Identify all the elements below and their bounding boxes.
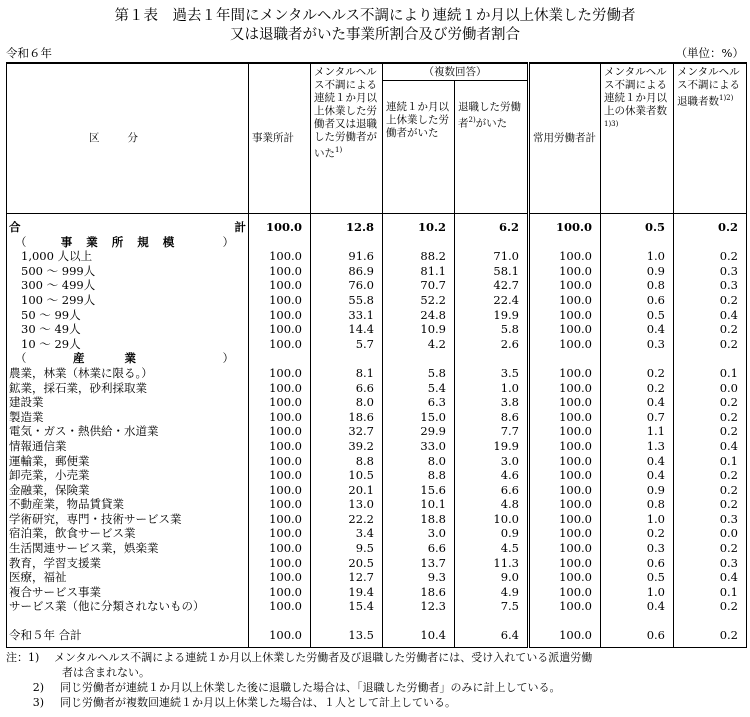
- cell: 5.8: [455, 322, 529, 337]
- cell: 0.9: [601, 483, 674, 498]
- cell: 100.0: [529, 483, 601, 498]
- cell: 7.5: [455, 599, 529, 620]
- cell: 13.7: [383, 556, 455, 571]
- cell: 100.0: [529, 599, 601, 620]
- cell: 11.3: [455, 556, 529, 571]
- header-mh-retire: 退職した労働者$^{2)}$がいた: [455, 81, 529, 214]
- cell: 7.7: [455, 424, 529, 439]
- row-label: 教育，学習支援業: [7, 556, 249, 571]
- cell: 100.0: [529, 214, 601, 235]
- cell: 4.6: [455, 468, 529, 483]
- cell: 8.1: [311, 366, 383, 381]
- cell: 0.2: [674, 214, 747, 235]
- cell: 6.6: [455, 483, 529, 498]
- cell: 19.4: [311, 585, 383, 600]
- cell: 0.9: [601, 264, 674, 279]
- cell: 100.0: [529, 278, 601, 293]
- row-label: 情報通信業: [7, 439, 249, 454]
- header-leave-workers: メンタルヘルス不調による連続１か月以上の休業者数 $^{1)3)}$: [601, 63, 674, 214]
- cell: 10.9: [383, 322, 455, 337]
- cell: 100.0: [529, 541, 601, 556]
- cell: 100.0: [529, 264, 601, 279]
- table-row-size: [7, 308, 747, 323]
- cell: 0.2: [674, 293, 747, 308]
- table-row-industry: [7, 556, 747, 571]
- header-category: 区分: [7, 63, 249, 214]
- cell: 100.0: [529, 497, 601, 512]
- cell: 4.8: [455, 497, 529, 512]
- table-row-size: [7, 249, 747, 264]
- cell: 100.0: [529, 620, 601, 647]
- table-row-industry: [7, 395, 747, 410]
- cell: 0.9: [455, 526, 529, 541]
- row-label: 鉱業，採石業，砂利採取業: [7, 381, 249, 396]
- cell: 10.2: [383, 214, 455, 235]
- cell: 100.0: [529, 410, 601, 425]
- cell: 0.3: [674, 264, 747, 279]
- cell: 100.0: [249, 381, 311, 396]
- row-label: サービス業（他に分類されないもの）: [7, 599, 249, 620]
- cell: 18.6: [311, 410, 383, 425]
- cell: 0.8: [601, 278, 674, 293]
- row-label: 医療，福祉: [7, 570, 249, 585]
- cell: 0.4: [601, 395, 674, 410]
- cell: 0.4: [601, 468, 674, 483]
- table-row-industry: [7, 512, 747, 527]
- table-row-total: [7, 214, 747, 235]
- table-row-industry: [7, 454, 747, 469]
- cell: 10.1: [383, 497, 455, 512]
- cell: 0.2: [674, 620, 747, 647]
- table-row-industry: [7, 381, 747, 396]
- row-label: 電気・ガス・熱供給・水道業: [7, 424, 249, 439]
- cell: 100.0: [249, 366, 311, 381]
- cell: 100.0: [529, 468, 601, 483]
- cell: 100.0: [249, 322, 311, 337]
- table-row-industry: [7, 366, 747, 381]
- cell: 8.8: [383, 468, 455, 483]
- cell: 0.3: [601, 541, 674, 556]
- cell: 19.9: [455, 308, 529, 323]
- cell: 2.6: [455, 337, 529, 352]
- table-row-industry: [7, 570, 747, 585]
- cell: 0.2: [674, 424, 747, 439]
- cell: 0.3: [674, 556, 747, 571]
- cell: 0.0: [674, 381, 747, 396]
- cell: 39.2: [311, 439, 383, 454]
- cell: 4.2: [383, 337, 455, 352]
- cell: 0.6: [601, 556, 674, 571]
- cell: 100.0: [249, 308, 311, 323]
- cell: 100.0: [249, 556, 311, 571]
- cell: 15.4: [311, 599, 383, 620]
- table-row-industry: [7, 585, 747, 600]
- cell: 6.3: [383, 395, 455, 410]
- cell: 33.1: [311, 308, 383, 323]
- cell: 13.0: [311, 497, 383, 512]
- cell: 15.0: [383, 410, 455, 425]
- section-row-industry: [7, 351, 747, 366]
- cell: 71.0: [455, 249, 529, 264]
- cell: 0.4: [674, 439, 747, 454]
- cell: 0.2: [601, 366, 674, 381]
- cell: 9.5: [311, 541, 383, 556]
- row-label: 100 〜 299人: [7, 293, 249, 308]
- cell: 0.4: [601, 454, 674, 469]
- cell: 100.0: [529, 322, 601, 337]
- cell: 70.7: [383, 278, 455, 293]
- cell: 81.1: [383, 264, 455, 279]
- cell: 100.0: [249, 468, 311, 483]
- table-row-industry: [7, 599, 747, 620]
- cell: 100.0: [529, 366, 601, 381]
- cell: 24.8: [383, 308, 455, 323]
- cell: 4.9: [455, 585, 529, 600]
- table-row-size: [7, 264, 747, 279]
- cell: 100.0: [249, 278, 311, 293]
- cell: 9.0: [455, 570, 529, 585]
- cell: 100.0: [249, 599, 311, 620]
- cell: 100.0: [529, 512, 601, 527]
- table-row-size: [7, 322, 747, 337]
- cell: 4.5: [455, 541, 529, 556]
- cell: 3.4: [311, 526, 383, 541]
- cell: 0.4: [674, 570, 747, 585]
- row-label: 不動産業，物品賃貸業: [7, 497, 249, 512]
- cell: 0.3: [674, 278, 747, 293]
- table-row-size: [7, 293, 747, 308]
- row-label: 金融業，保険業: [7, 483, 249, 498]
- cell: 5.8: [383, 366, 455, 381]
- table-row-industry: [7, 526, 747, 541]
- header-multi-answer: （複数回答）: [383, 63, 529, 81]
- table-row-industry: [7, 424, 747, 439]
- row-label: 宿泊業，飲食サービス業: [7, 526, 249, 541]
- row-label: 製造業: [7, 410, 249, 425]
- row-label: 1,000 人以上: [7, 249, 249, 264]
- cell: 0.2: [674, 395, 747, 410]
- cell: 12.7: [311, 570, 383, 585]
- row-label: 50 〜 99人: [7, 308, 249, 323]
- cell: 6.4: [455, 620, 529, 647]
- cell: 15.6: [383, 483, 455, 498]
- cell: 1.0: [601, 512, 674, 527]
- footnote-mark: 注：1): [6, 651, 40, 664]
- cell: 1.3: [601, 439, 674, 454]
- table-row-size: [7, 278, 747, 293]
- cell: 12.8: [311, 214, 383, 235]
- cell: 18.6: [383, 585, 455, 600]
- table-row-industry: [7, 439, 747, 454]
- cell: 20.5: [311, 556, 383, 571]
- cell: 100.0: [529, 570, 601, 585]
- era-label: 令和６年: [6, 46, 52, 60]
- cell: 100.0: [249, 395, 311, 410]
- cell: 100.0: [249, 337, 311, 352]
- cell: 100.0: [529, 585, 601, 600]
- table-body: [7, 214, 747, 648]
- cell: 0.2: [674, 410, 747, 425]
- cell: 0.2: [601, 526, 674, 541]
- cell: 13.5: [311, 620, 383, 647]
- cell: 0.2: [674, 483, 747, 498]
- cell: 91.6: [311, 249, 383, 264]
- cell: 100.0: [529, 381, 601, 396]
- cell: 3.0: [455, 454, 529, 469]
- row-label: 500 〜 999人: [7, 264, 249, 279]
- footnote: [6, 665, 150, 680]
- cell: 100.0: [529, 395, 601, 410]
- cell: 0.2: [674, 599, 747, 620]
- cell: 100.0: [249, 512, 311, 527]
- cell: 0.6: [601, 620, 674, 647]
- section-label-industry: （ 産業 ）: [7, 351, 249, 366]
- row-label: 生活関連サービス業，娯楽業: [7, 541, 249, 556]
- section-row-size: [7, 235, 747, 250]
- cell: 52.2: [383, 293, 455, 308]
- cell: 0.4: [601, 322, 674, 337]
- cell: 6.2: [455, 214, 529, 235]
- cell: 100.0: [249, 264, 311, 279]
- header-mh-any: メンタルヘルス不調による連続１か月以上休業した労働者又は退職した労働者がいた$^{1)}$: [311, 63, 383, 214]
- cell: 10.4: [383, 620, 455, 647]
- cell: 0.6: [601, 293, 674, 308]
- cell: 58.1: [455, 264, 529, 279]
- cell: 55.8: [311, 293, 383, 308]
- cell: 0.2: [674, 249, 747, 264]
- cell: 10.0: [455, 512, 529, 527]
- cell: 0.5: [601, 308, 674, 323]
- cell: 0.3: [674, 512, 747, 527]
- cell: 1.0: [601, 585, 674, 600]
- header-retire-workers: メンタルヘルス不調による退職者数$^{1)2)}$: [674, 63, 747, 214]
- cell: 0.2: [674, 322, 747, 337]
- cell: 0.2: [674, 468, 747, 483]
- cell: 8.0: [383, 454, 455, 469]
- cell: 100.0: [529, 249, 601, 264]
- cell: 100.0: [529, 526, 601, 541]
- cell: 0.2: [674, 497, 747, 512]
- cell: 0.2: [674, 337, 747, 352]
- section-label-size: （ 事業所規模 ）: [7, 235, 249, 250]
- footnote: [6, 695, 456, 710]
- cell: 100.0: [529, 337, 601, 352]
- cell: 22.2: [311, 512, 383, 527]
- cell: 12.3: [383, 599, 455, 620]
- row-label: 運輸業，郵便業: [7, 454, 249, 469]
- footnote-text: 同じ労働者が複数回連続１か月以上休業した場合は、１人として計上している。: [60, 696, 456, 709]
- cell: 0.8: [601, 497, 674, 512]
- cell: 5.4: [383, 381, 455, 396]
- cell: 3.0: [383, 526, 455, 541]
- row-label: 卸売業，小売業: [7, 468, 249, 483]
- row-label: 建設業: [7, 395, 249, 410]
- cell: 1.0: [455, 381, 529, 396]
- row-label: 30 〜 49人: [7, 322, 249, 337]
- cell: 100.0: [529, 556, 601, 571]
- footnote-text: メンタルヘルス不調による連続１か月以上休業した労働者及び退職した労働者には、受け入れている派遣労働: [54, 651, 593, 664]
- cell: 100.0: [529, 454, 601, 469]
- footnote-text: 同じ労働者が連続１か月以上休業した後に退職した場合は、「退職した労働者」のみに計上している。: [60, 681, 561, 694]
- cell: 100.0: [529, 293, 601, 308]
- cell: 3.5: [455, 366, 529, 381]
- footnote-text: 者は含まれない。: [62, 666, 150, 679]
- footnote: [6, 680, 561, 695]
- header-mh-leave: 連続１か月以上休業した労働者がいた: [383, 81, 455, 214]
- cell: 100.0: [249, 497, 311, 512]
- cell: 0.0: [674, 526, 747, 541]
- unit-label: （単位：%）: [675, 46, 744, 60]
- cell: 42.7: [455, 278, 529, 293]
- table-row-industry: [7, 497, 747, 512]
- cell: 0.3: [601, 337, 674, 352]
- cell: 100.0: [249, 541, 311, 556]
- cell: 8.8: [311, 454, 383, 469]
- table-row-industry: [7, 410, 747, 425]
- footnote-mark: 2): [32, 681, 44, 694]
- row-label: 令和５年 合計: [7, 620, 249, 647]
- cell: 14.4: [311, 322, 383, 337]
- table-row-prev-year: [7, 620, 747, 647]
- cell: 100.0: [249, 214, 311, 235]
- cell: 88.2: [383, 249, 455, 264]
- cell: 1.0: [601, 249, 674, 264]
- cell: 100.0: [249, 249, 311, 264]
- footnote: [6, 650, 592, 665]
- cell: 100.0: [249, 483, 311, 498]
- row-label: 300 〜 499人: [7, 278, 249, 293]
- cell: 0.4: [601, 599, 674, 620]
- cell: 33.0: [383, 439, 455, 454]
- table-row-industry: [7, 483, 747, 498]
- cell: 8.6: [455, 410, 529, 425]
- header-establishments: 事業所計: [249, 63, 311, 214]
- cell: 0.2: [674, 541, 747, 556]
- cell: 100.0: [249, 620, 311, 647]
- cell: 10.5: [311, 468, 383, 483]
- cell: 0.2: [601, 381, 674, 396]
- cell: 0.4: [674, 308, 747, 323]
- row-label: 農業，林業（林業に限る。）: [7, 366, 249, 381]
- cell: 3.8: [455, 395, 529, 410]
- cell: 100.0: [249, 293, 311, 308]
- cell: 18.8: [383, 512, 455, 527]
- cell: 5.7: [311, 337, 383, 352]
- cell: 100.0: [249, 439, 311, 454]
- cell: 100.0: [249, 454, 311, 469]
- cell: 6.6: [383, 541, 455, 556]
- statistics-table: [6, 62, 747, 648]
- cell: 0.5: [601, 570, 674, 585]
- cell: 100.0: [249, 526, 311, 541]
- cell: 22.4: [455, 293, 529, 308]
- row-label: 10 〜 29人: [7, 337, 249, 352]
- cell: 19.9: [455, 439, 529, 454]
- row-label: 学術研究，専門・技術サービス業: [7, 512, 249, 527]
- cell: 100.0: [529, 424, 601, 439]
- table-row-industry: [7, 541, 747, 556]
- cell: 6.6: [311, 381, 383, 396]
- cell: 0.7: [601, 410, 674, 425]
- cell: 86.9: [311, 264, 383, 279]
- cell: 8.0: [311, 395, 383, 410]
- cell: 20.1: [311, 483, 383, 498]
- cell: 0.1: [674, 454, 747, 469]
- cell: 32.7: [311, 424, 383, 439]
- table-title-line2: 又は退職者がいた事業所割合及び労働者割合: [230, 27, 520, 43]
- table-title-line1: 第１表 過去１年間にメンタルヘルス不調により連続１か月以上休業した労働者: [114, 8, 636, 24]
- footnote-mark: 3): [32, 696, 44, 709]
- cell: 0.5: [601, 214, 674, 235]
- cell: 1.1: [601, 424, 674, 439]
- cell: 100.0: [249, 570, 311, 585]
- row-label: 複合サービス事業: [7, 585, 249, 600]
- header-regular-workers: 常用労働者計: [529, 63, 601, 214]
- cell: 0.1: [674, 366, 747, 381]
- cell: 29.9: [383, 424, 455, 439]
- row-label: 合 計: [7, 214, 249, 235]
- table-row-size: [7, 337, 747, 352]
- cell: 100.0: [529, 308, 601, 323]
- cell: 9.3: [383, 570, 455, 585]
- cell: 100.0: [249, 424, 311, 439]
- cell: 100.0: [249, 585, 311, 600]
- cell: 0.1: [674, 585, 747, 600]
- table-row-industry: [7, 468, 747, 483]
- cell: 76.0: [311, 278, 383, 293]
- cell: 100.0: [249, 410, 311, 425]
- cell: 100.0: [529, 439, 601, 454]
